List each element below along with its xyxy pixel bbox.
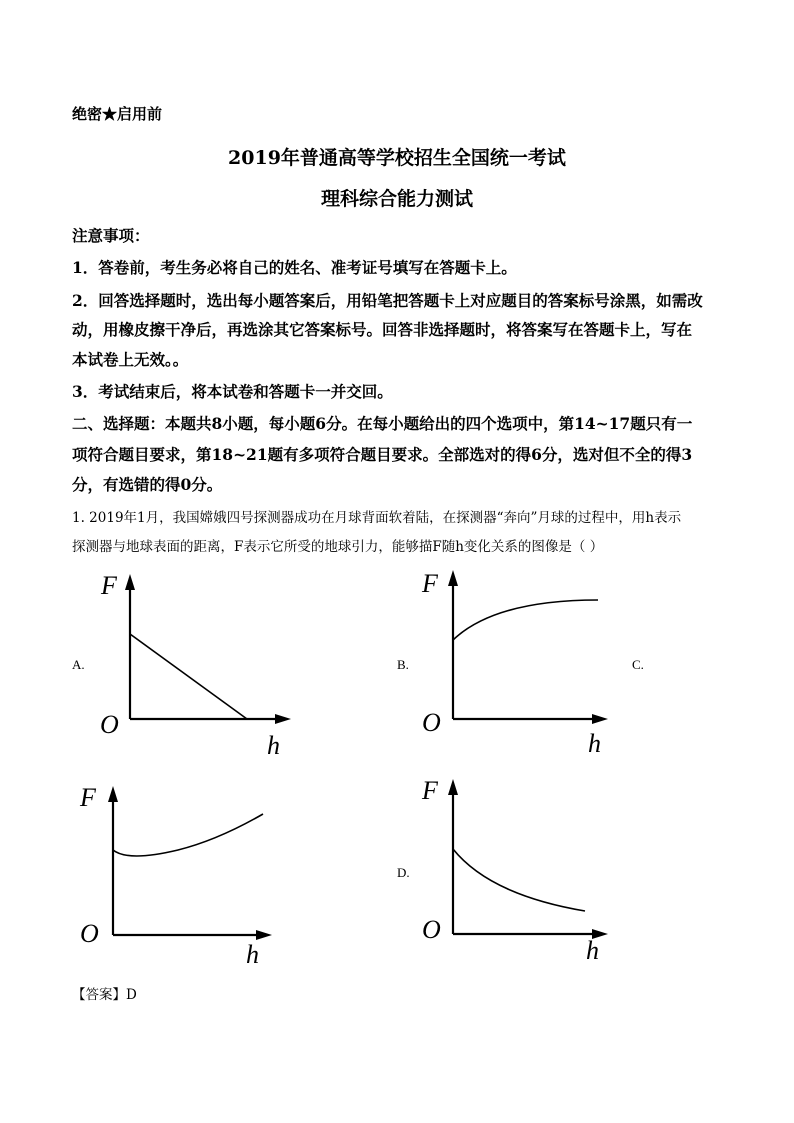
graph-c-x-arrow xyxy=(256,930,272,940)
exam-subtitle: 理科综合能力测试 xyxy=(320,188,473,210)
graph-d xyxy=(420,775,620,970)
notes-item-2-line-1: 2．回答选择题时，选出每小题答案后，用铅笔把答题卡上对应题目的答案标号涂黑，如需改 xyxy=(72,291,703,310)
graph-b-curve xyxy=(453,600,598,640)
confidential-label: 绝密★启用前 xyxy=(72,105,163,123)
answer-value: D xyxy=(126,987,137,1003)
graph-b xyxy=(420,568,620,763)
exam-title: 2019年普通高等学校招生全国统一考试 xyxy=(228,147,566,169)
graph-c-f-label: F xyxy=(80,783,96,812)
graph-d-h-label: h xyxy=(586,936,599,965)
notes-item-2-line-3: 本试卷上无效。。 xyxy=(72,350,189,369)
graph-d-origin-label: O xyxy=(422,915,441,944)
graph-c-origin-label: O xyxy=(80,919,99,948)
graph-a-x-arrow xyxy=(275,714,291,724)
graph-c-y-arrow xyxy=(108,786,118,802)
graph-c-h-label: h xyxy=(246,940,259,969)
notes-item-2-line-2: 动，用橡皮擦干净后，再选涂其它答案标号。回答非选择题时，将答案写在答题卡上，写在 xyxy=(72,320,693,339)
notes-item-3: 3．考试结束后，将本试卷和答题卡一并交回。 xyxy=(72,382,393,401)
notes-heading: 注意事项： xyxy=(72,226,150,245)
answer-line xyxy=(72,983,137,1003)
graph-a xyxy=(95,568,295,763)
question-1-line-2: 探测器与地球表面的距离，F表示它所受的地球引力，能够描F随h变化关系的图像是（ ） xyxy=(72,539,604,555)
graph-a-curve xyxy=(130,634,247,719)
option-b-label: B. xyxy=(397,657,409,672)
graph-b-origin-label: O xyxy=(422,708,441,737)
answer-label: 【答案】 xyxy=(72,987,126,1003)
graph-c xyxy=(78,780,278,970)
graph-a-h-label: h xyxy=(267,731,280,760)
question-1-line-1: 1. 2019年1月，我国嫦娥四号探测器成功在月球背面软着陆，在探测器“奔向”月球的过程中，用h表示 xyxy=(72,510,682,526)
graph-d-f-label: F xyxy=(422,776,438,805)
graph-d-curve xyxy=(453,849,585,911)
section-intro-line-2: 项符合题目要求，第18~21题有多项符合题目要求。全部选对的得6分，选对但不全的得3 xyxy=(72,445,693,464)
option-c-label: C. xyxy=(632,657,644,672)
notes-item-1: 1．答卷前，考生务必将自己的姓名、准考证号填写在答题卡上。 xyxy=(72,258,517,277)
graph-a-y-arrow xyxy=(125,574,135,590)
section-intro-line-3: 分，有选错的得0分。 xyxy=(72,475,223,494)
graph-a-origin-label: O xyxy=(100,710,119,739)
graph-b-x-arrow xyxy=(592,714,608,724)
graph-a-f-label: F xyxy=(101,571,117,600)
graph-b-y-arrow xyxy=(448,570,458,586)
graph-b-h-label: h xyxy=(588,729,601,758)
graph-c-curve xyxy=(113,814,263,856)
section-intro-line-1: 二、选择题：本题共8小题，每小题6分。在每小题给出的四个选项中，第14~17题只有一 xyxy=(72,414,693,433)
option-d-label: D. xyxy=(397,865,410,880)
option-a-label: A. xyxy=(72,657,85,672)
graph-b-f-label: F xyxy=(422,569,438,598)
graph-d-y-arrow xyxy=(448,779,458,795)
